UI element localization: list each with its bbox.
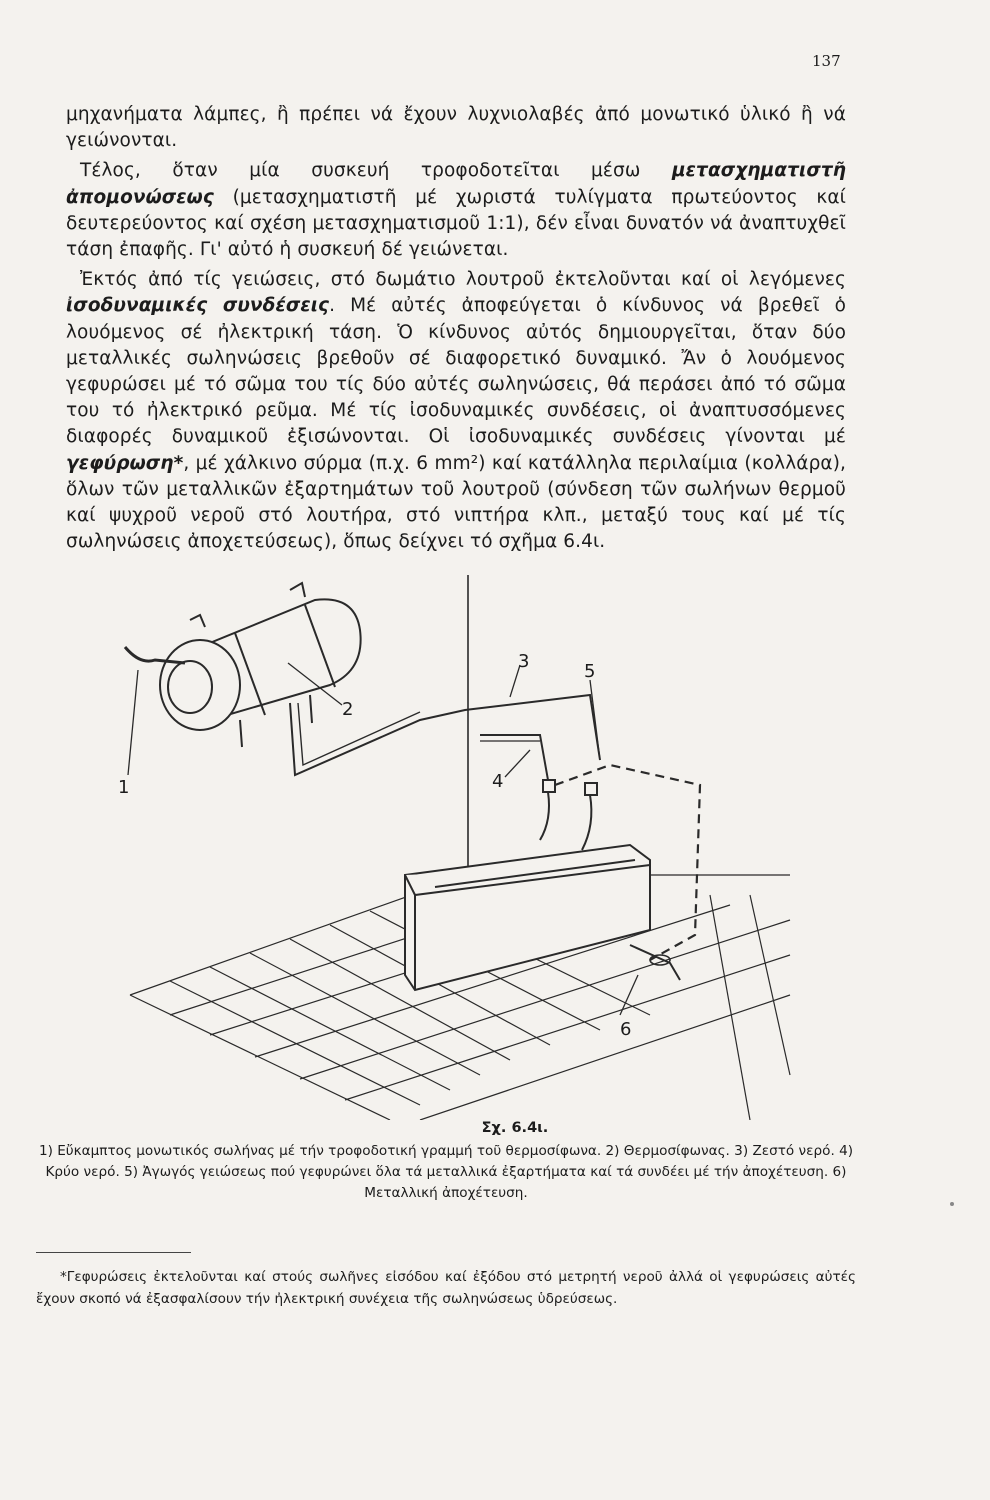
- footnote: *Γεφυρώσεις ἐκτελοῦνται καί στούς σωλῆνες εἰσόδου καί ἐξόδου στό μετρητή νεροῦ ἀλλά οἱ γεφυρώσεις αὐτές ἔχουν σκοπό νά ἐξασφαλίσουν τήν ἠλεκτρική συνέχεια τῆς σωληνώσεως ὑδρεύσεως.: [36, 1269, 856, 1307]
- emphasis-isolation-transformer: μετασχηματιστῆ ἀπομονώσεως: [66, 160, 846, 208]
- taps: [540, 780, 597, 850]
- emphasis-bridging: γεφύρωση*: [66, 452, 184, 474]
- page-number: 137: [812, 52, 841, 70]
- hot-water-pipe: [290, 695, 600, 775]
- paragraph-3: [66, 267, 846, 555]
- figure-bathroom-bonding: [90, 575, 850, 1120]
- margin-dot: [950, 1202, 954, 1206]
- figure-marker-6: 6: [620, 1019, 632, 1040]
- body-text: [66, 102, 846, 559]
- bathtub: [405, 845, 650, 990]
- paragraph-2-text-a: Τέλος, ὅταν μία συσκευή τροφοδοτεῖται μέσω: [80, 160, 672, 182]
- paragraph-3-text-c: , μέ χάλκινο σύρμα (π.χ. 6 mm²) καί κατάλληλα περιλαίμια (κολλάρα), ὅλων τῶν μεταλλικῶν ἐξαρτημάτων τοῦ λουτροῦ (σύνδεση τῶν σωλήνων θερμοῦ καί ψυχροῦ νεροῦ στό λουτήρα, στό νιπτήρα κλπ., μεταξύ τους καί μέ τίς σωληνώσεις ἀποχετεύσεως), ὅπως δείχνει τό σχῆμα 6.4ι.: [66, 452, 846, 553]
- figure-marker-2: 2: [342, 699, 354, 720]
- bathroom-illustration: [90, 575, 850, 1120]
- emphasis-equipotential-bonding: ἰσοδυναμικές συνδέσεις: [66, 295, 330, 317]
- paragraph-2: [66, 158, 846, 263]
- figure-caption: 1) Εὔκαμπτος μονωτικός σωλήνας μέ τήν τροφοδοτική γραμμή τοῦ θερμοσίφωνα. 2) Θερμοσίφωνας. 3) Ζεστό νερό. 4) Κρύο νερό. 5) Ἀγωγός γειώσεως πού γεφυρώνει ὅλα τά μεταλλικά ἐξαρτήματα καί τά συνδέει μέ τήν ἀποχέτευση. 6) Μεταλλική ἀποχέτευση.: [38, 1143, 854, 1201]
- footnote-divider: [36, 1252, 191, 1253]
- figure-label: Σχ. 6.4ι.: [481, 1120, 549, 1136]
- paragraph-3-text-b: . Μέ αὐτές ἀποφεύγεται ὁ κίνδυνος νά βρεθεῖ ὁ λουόμενος σέ ἠλεκτρική τάση. Ὁ κίνδυνος αὐτός δημιουργεῖται, ὅταν δύο μεταλλικές σωληνώσεις βρεθοῦν σέ διαφορετικό δυναμικό. Ἄν ὁ λουόμενος γεφυρώσει μέ τό σῶμα του τίς δύο αὐτές σωληνώσεις, θά περάσει ἀπό τό σῶμα του τό ἠλεκτρικό ρεῦμα. Μέ τίς ἰσοδυναμικές συνδέσεις, οἱ ἀναπτυσσόμενες διαφορές δυναμικοῦ ἐξισώνονται. Οἱ ἰσοδυναμικές συνδέσεις γίνονται μέ: [66, 295, 846, 448]
- paragraph-2-text-b: (μετασχηματιστῆ μέ χωριστά τυλίγματα πρωτεύοντος καί δευτερεύοντος καί σχέση μετασχηματισμοῦ 1:1), δέν εἶναι δυνατόν νά ἀναπτυχθεῖ τάση ἐπαφῆς. Γι' αὐτό ἡ συσκευή δέ γειώνεται.: [66, 186, 846, 261]
- paragraph-1: μηχανήματα λάμπες, ἢ πρέπει νά ἔχουν λυχνιολαβές ἀπό μονωτικό ὑλικό ἢ νά γειώνονται.: [66, 104, 846, 152]
- metal-drain: [630, 945, 680, 980]
- figure-marker-3: 3: [518, 651, 530, 672]
- cold-water-pipe: [480, 735, 548, 780]
- paragraph-3-text-a: Ἐκτός ἀπό τίς γειώσεις, στό δωμάτιο λουτροῦ ἐκτελοῦνται καί οἱ λεγόμενες: [80, 269, 846, 291]
- figure-marker-4: 4: [492, 771, 504, 792]
- figure-marker-1: 1: [118, 777, 130, 798]
- figure-marker-5: 5: [584, 661, 596, 682]
- water-heater: [160, 583, 361, 730]
